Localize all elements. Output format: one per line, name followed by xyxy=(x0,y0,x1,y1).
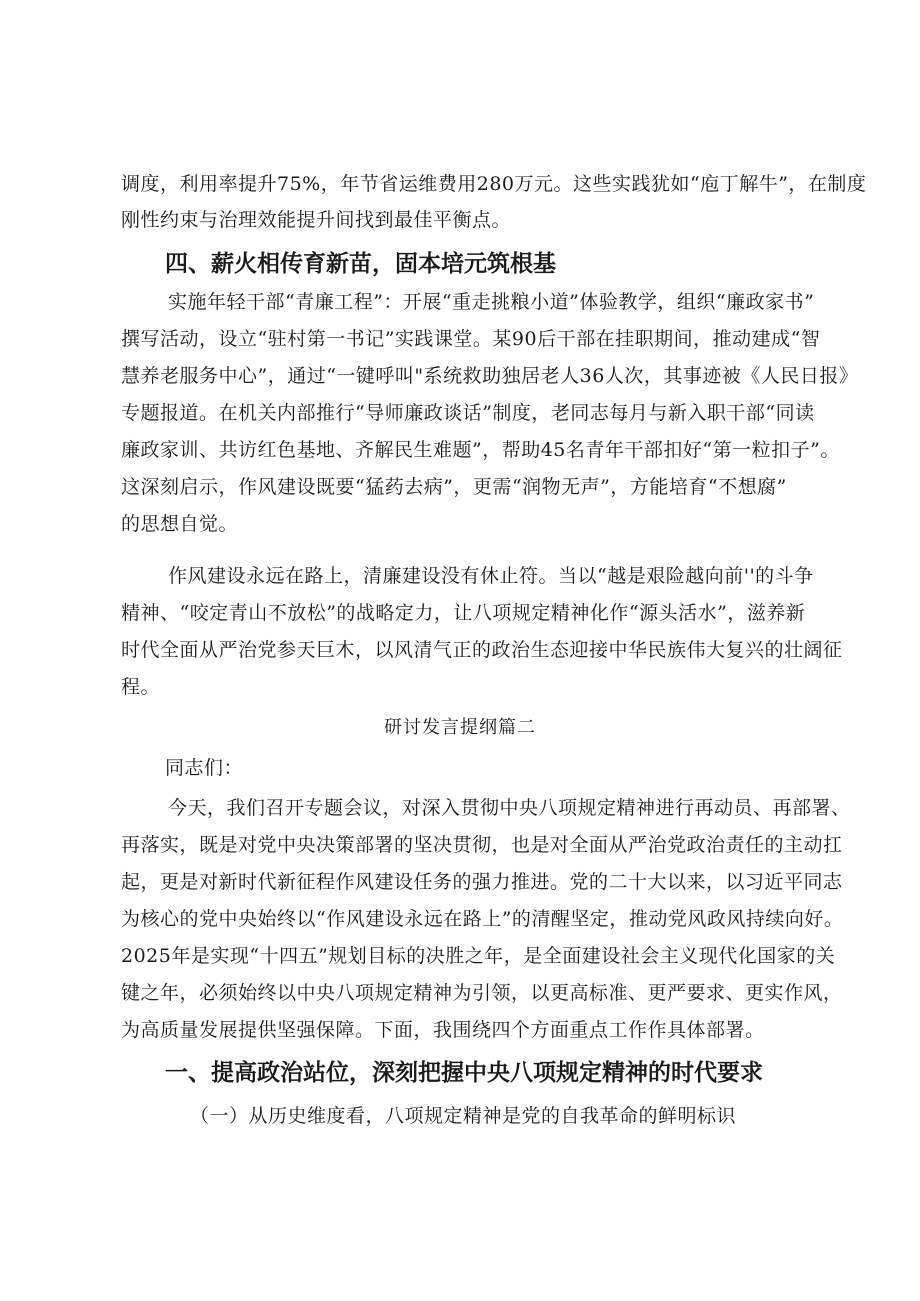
body-line: 慧养老服务中心”，通过“一键呼叫"系统救助独居老人36人次，其事迹被《人民日报》 xyxy=(121,365,859,387)
body-line: 程。 xyxy=(121,676,161,698)
subsection-heading: （一）从历史维度看，八项规定精神是党的自我革命的鲜明标识 xyxy=(190,1105,737,1127)
body-line: 2025年是实现“十四五”规划目标的决胜之年，是全面建设社会主义现代化国家的关 xyxy=(121,945,836,967)
salutation: 同志们： xyxy=(165,757,244,779)
body-line: 为高质量发展提供坚强保障。下面，我围绕四个方面重点工作作具体部署。 xyxy=(121,1019,765,1041)
body-line: 廉政家训、共访红色基地、齐解民生难题”，帮助45名青年干部扣好“第一粒扣子”。 xyxy=(121,439,840,461)
body-line: 时代全面从严治党参天巨木，以风清气正的政治生态迎接中华民族伟大复兴的壮阔征 xyxy=(121,639,843,661)
body-line: 精神、“咬定青山不放松”的战略定力，让八项规定精神化作“源头活水”，滋养新 xyxy=(121,602,806,624)
body-line: 调度，利用率提升75%，年节省运维费用280万元。这些实践犹如“庖丁解牛”，在制度 xyxy=(121,173,867,195)
body-line: 实施年轻干部“青廉工程”：开展“重走挑粮小道”体验教学，组织“廉政家书” xyxy=(168,291,815,313)
body-line: 专题报道。在机关内部推行“导师廉政谈话”制度，老同志每月与新入职干部“同读 xyxy=(121,402,815,424)
body-line: 作风建设永远在路上，清廉建设没有休止符。当以“越是艰险越向前''的斗争 xyxy=(168,565,814,587)
body-line: 的思想自觉。 xyxy=(121,513,239,535)
body-line: 今天，我们召开专题会议，对深入贯彻中央八项规定精神进行再动员、再部署、 xyxy=(168,797,851,819)
body-line: 刚性约束与治理效能提升间找到最佳平衡点。 xyxy=(121,209,512,231)
body-line: 撰写活动，设立“驻村第一书记”实践课堂。某90后干部在挂职期间，推动建成“智 xyxy=(121,328,821,350)
section-heading: 一、提高政治站位，深刻把握中央八项规定精神的时代要求 xyxy=(165,1060,763,1086)
body-line: 为核心的党中央始终以“作风建设永远在路上”的清醒坚定，推动党风政风持续向好。 xyxy=(121,908,844,930)
document-subtitle: 研讨发言提纲篇二 xyxy=(384,717,536,738)
body-line: 键之年，必须始终以中央八项规定精神为引领，以更高标准、更严要求、更实作风， xyxy=(121,982,843,1004)
body-line: 这深刻启示，作风建设既要“猛药去病”，更需“润物无声”，方能培育“不想腐” xyxy=(121,476,787,498)
body-line: 起，更是对新时代新征程作风建设任务的强力推进。党的二十大以来，以习近平同志 xyxy=(121,871,843,893)
body-line: 再落实，既是对党中央决策部署的坚决贯彻，也是对全面从严治党政治责任的主动扛 xyxy=(121,834,843,856)
section-heading: 四、薪火相传育新苗，固本培元筑根基 xyxy=(165,251,556,277)
